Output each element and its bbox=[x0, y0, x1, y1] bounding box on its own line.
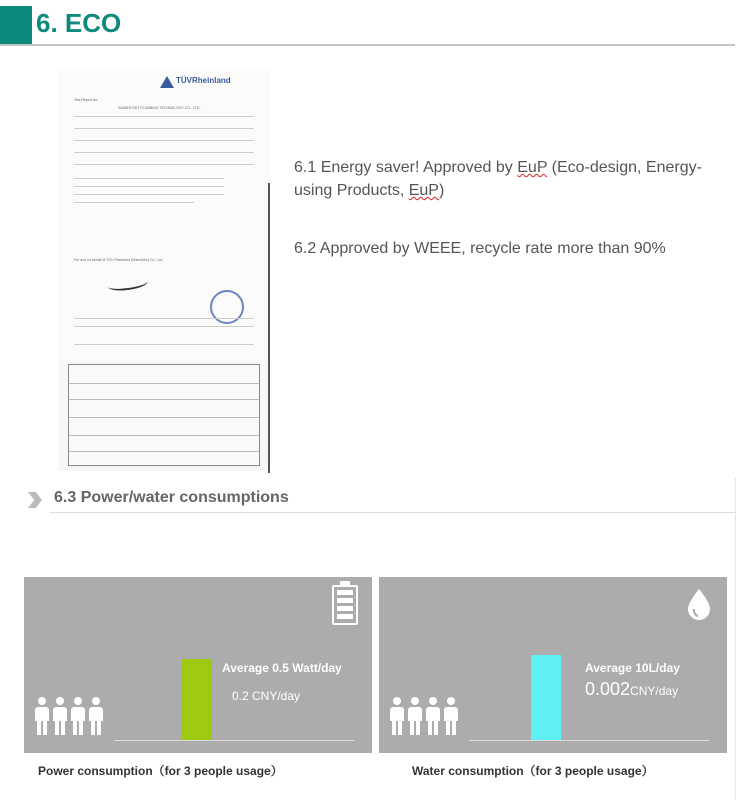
battery-nub bbox=[340, 581, 350, 585]
consumption-section-title: 6.3 Power/water consumptions bbox=[54, 489, 289, 506]
section-divider bbox=[50, 512, 735, 513]
signature-mark bbox=[107, 275, 148, 292]
consumption-section-header bbox=[24, 486, 735, 514]
doc-divider bbox=[74, 152, 254, 153]
water-cost-label bbox=[585, 679, 678, 700]
water-average-label: Average 10L/day bbox=[585, 661, 680, 675]
doc-divider bbox=[74, 178, 224, 179]
approval-eup-prefix: 6.1 Energy saver! Approved by bbox=[294, 159, 518, 176]
certificate-image bbox=[58, 68, 270, 471]
doc-divider bbox=[74, 164, 254, 165]
doc-divider bbox=[74, 128, 254, 129]
certificate-table bbox=[68, 364, 260, 466]
battery-cell bbox=[337, 598, 353, 603]
certificate-brand: TÜVRheinland bbox=[176, 76, 231, 85]
certificate-page bbox=[58, 68, 270, 360]
power-bar bbox=[182, 659, 212, 740]
chevron-right-icon bbox=[28, 492, 42, 508]
people-icon-group bbox=[34, 697, 104, 735]
doc-divider bbox=[74, 326, 254, 327]
tuv-logo-icon bbox=[160, 76, 174, 88]
person-icon bbox=[425, 697, 441, 735]
approval-eup-mid: (Eco-design, Energy-using Products, bbox=[294, 159, 702, 199]
chart-baseline bbox=[469, 740, 709, 741]
water-cost-unit: CNY/day bbox=[630, 684, 679, 698]
table-row-line bbox=[69, 383, 259, 384]
certificate-report-no: Test Report No. bbox=[74, 98, 99, 102]
approval-weee: 6.2 Approved by WEEE, recycle rate more than 90% bbox=[294, 240, 666, 257]
power-caption: Power consumption（for 3 people usage） bbox=[38, 764, 283, 778]
table-row-line bbox=[69, 451, 259, 452]
water-drop-icon bbox=[685, 587, 713, 621]
certificate-signed-for: For and on behalf of TÜV Rheinland (Shenzhen) Co., Ltd. bbox=[74, 258, 164, 262]
doc-divider bbox=[74, 202, 194, 203]
people-icon-group bbox=[389, 697, 459, 735]
header-divider bbox=[0, 44, 735, 46]
water-cost-value: 0.002 bbox=[585, 679, 631, 699]
certificate-edge bbox=[268, 183, 270, 473]
power-cost-label: 0.2 CNY/day bbox=[232, 689, 301, 703]
header-accent-block bbox=[0, 6, 32, 46]
eup-term: EuP bbox=[408, 182, 439, 199]
person-icon bbox=[52, 697, 68, 735]
power-panel bbox=[24, 577, 372, 753]
table-row-line bbox=[69, 399, 259, 400]
battery-cell bbox=[337, 590, 353, 595]
person-icon bbox=[407, 697, 423, 735]
approval-eup bbox=[294, 156, 734, 202]
water-panel bbox=[379, 577, 727, 753]
water-bar bbox=[531, 655, 561, 740]
doc-divider bbox=[74, 318, 254, 319]
doc-divider bbox=[74, 344, 254, 345]
doc-divider bbox=[74, 140, 254, 141]
page-title: 6. ECO bbox=[36, 8, 122, 38]
person-icon bbox=[70, 697, 86, 735]
doc-divider bbox=[74, 116, 254, 117]
approval-eup-suffix: ) bbox=[438, 182, 445, 199]
table-row-line bbox=[69, 435, 259, 436]
power-average-label: Average 0.5 Watt/day bbox=[222, 661, 342, 675]
table-row-line bbox=[69, 417, 259, 418]
person-icon bbox=[443, 697, 459, 735]
eup-term: EuP bbox=[517, 159, 548, 176]
certificate-client: XIAMEN R&T PLUMBING TECHNOLOGY CO., LTD. bbox=[118, 106, 201, 110]
chart-baseline bbox=[114, 740, 354, 741]
doc-divider bbox=[74, 194, 224, 195]
person-icon bbox=[34, 697, 50, 735]
battery-icon bbox=[332, 585, 358, 625]
page-header bbox=[0, 0, 735, 46]
battery-cell bbox=[337, 606, 353, 611]
page-edge-line bbox=[735, 478, 736, 800]
water-caption: Water consumption（for 3 people usage） bbox=[412, 764, 654, 778]
person-icon bbox=[389, 697, 405, 735]
doc-divider bbox=[74, 186, 224, 187]
person-icon bbox=[88, 697, 104, 735]
battery-cell bbox=[337, 614, 353, 619]
